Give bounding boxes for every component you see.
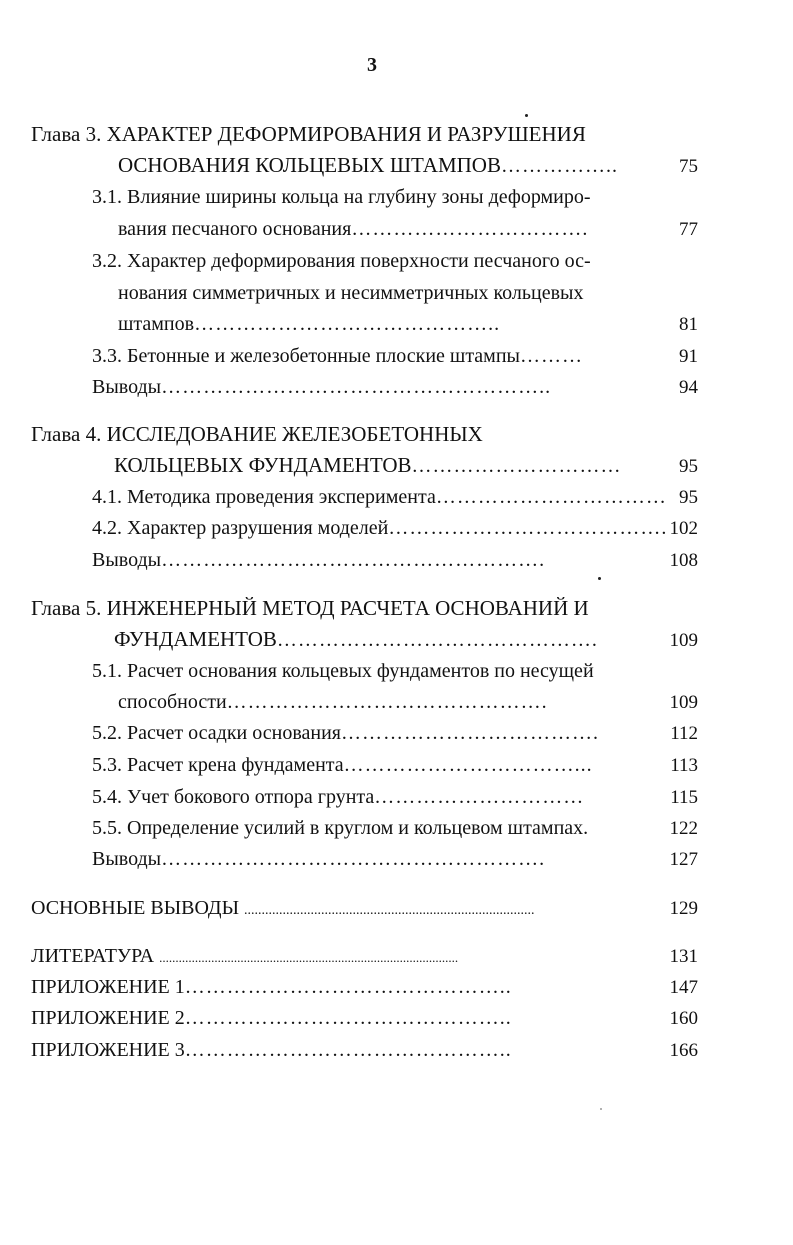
dot-leader: ……………………………………..: [194, 313, 501, 335]
section-title: Выводы: [92, 848, 162, 870]
entry-page: 129: [669, 898, 698, 919]
section-title-cont: способности: [118, 691, 227, 713]
toc-entry: [31, 946, 458, 966]
section-line: [92, 755, 593, 775]
chapter-label: Глава 4.: [31, 422, 102, 446]
section-page: 108: [669, 550, 698, 571]
section-title-cont: вания песчаного основания: [118, 218, 352, 240]
dot-leader: ……………………………………….: [276, 629, 598, 651]
dot-leader: …………………………: [374, 786, 585, 808]
chapter-title-cont: ОСНОВАНИЯ КОЛЬЦЕВЫХ ШТАМПОВ: [118, 153, 501, 177]
section-line: [92, 487, 667, 507]
section-line: [118, 219, 588, 239]
dot-leader: ……………………………………….: [226, 691, 548, 713]
section-page: 102: [669, 518, 698, 539]
section-line: 5.5. Определение усилий в круглом и кольцевом штампах.: [92, 817, 589, 839]
section-page: 122: [669, 818, 698, 839]
chapter-page: 95: [679, 456, 698, 477]
dot-leader: ……………………………: [435, 486, 667, 508]
section-page: 77: [679, 219, 698, 240]
chapter-heading-line1: [31, 424, 483, 445]
scan-speck: [525, 114, 528, 117]
dot-leader: …………………………: [411, 455, 622, 477]
section-page: 127: [669, 849, 698, 870]
chapter-heading-line1: [31, 598, 589, 619]
dot-leader: ……………………………………………….: [161, 549, 546, 571]
entry-title: ПРИЛОЖЕНИЕ 2: [31, 1007, 185, 1029]
dot-leader: ……………………………………………….: [161, 848, 546, 870]
entry-page: 147: [669, 977, 698, 998]
section-page: 115: [670, 787, 698, 808]
chapter-page: 109: [669, 630, 698, 651]
chapter-title-cont: ФУНДАМЕНТОВ: [114, 627, 277, 651]
chapter-heading-line1: [31, 124, 586, 145]
entry-page: 131: [669, 946, 698, 967]
section-title: Выводы: [92, 549, 162, 571]
section-page: 112: [670, 723, 698, 744]
section-line: [118, 314, 500, 334]
dot-leader: ………: [519, 345, 583, 367]
dot-leader: ……………………………...: [343, 754, 593, 776]
dot-leader: ……………..: [500, 155, 618, 177]
section-line: 3.1. Влияние ширины кольца на глубину зоны деформиро-: [92, 186, 591, 208]
dot-leader: ……………………………….: [340, 722, 599, 744]
entry-page: 160: [669, 1008, 698, 1029]
page-number: 3: [367, 54, 377, 76]
section-line: [92, 849, 545, 869]
scan-speck: [598, 577, 601, 580]
dot-leader: ............................................................................................: [159, 950, 459, 965]
toc-entry: [31, 898, 535, 918]
dot-leader: ………………………………………..: [184, 1039, 512, 1061]
section-line: 5.1. Расчет основания кольцевых фундаментов по несущей: [92, 660, 594, 682]
entry-page: 166: [669, 1040, 698, 1061]
chapter-heading-line2: [114, 455, 622, 476]
section-line: [92, 550, 545, 570]
entry-title: ОСНОВНЫЕ ВЫВОДЫ: [31, 897, 240, 919]
entry-title: ЛИТЕРАТУРА: [31, 945, 155, 967]
section-line: [92, 518, 667, 538]
toc-entry: [31, 1040, 512, 1060]
section-line: [92, 723, 599, 743]
scan-speck: [600, 1108, 602, 1110]
section-page: 113: [670, 755, 698, 776]
chapter-title: ИНЖЕНЕРНЫЙ МЕТОД РАСЧЕТА ОСНОВАНИЙ И: [106, 596, 589, 620]
section-page: 94: [679, 377, 698, 398]
section-line: [92, 787, 584, 807]
section-title: 5.4. Учет бокового отпора грунта: [92, 786, 375, 808]
entry-title: ПРИЛОЖЕНИЕ 3: [31, 1039, 185, 1061]
section-title: 3.3. Бетонные и железобетонные плоские штампы: [92, 345, 520, 367]
section-page: 81: [679, 314, 698, 335]
dot-leader: ………………………………….: [388, 517, 668, 539]
section-line: [92, 346, 583, 366]
chapter-heading-line2: [118, 155, 618, 176]
chapter-label: Глава 5.: [31, 596, 102, 620]
chapter-heading-line2: [114, 629, 598, 650]
section-title: 4.2. Характер разрушения моделей: [92, 517, 389, 539]
dot-leader: …………………………….: [351, 218, 589, 240]
dot-leader: ………………………………………………..: [161, 376, 552, 398]
section-title: 5.2. Расчет осадки основания: [92, 722, 341, 744]
dot-leader: ………………………………………..: [184, 1007, 512, 1029]
section-title: 5.3. Расчет крена фундамента: [92, 754, 344, 776]
chapter-title-cont: КОЛЬЦЕВЫХ ФУНДАМЕНТОВ: [114, 453, 412, 477]
chapter-title: ИССЛЕДОВАНИЕ ЖЕЛЕЗОБЕТОННЫХ: [106, 422, 483, 446]
toc-entry: [31, 1008, 512, 1028]
dot-leader: ………………………………………..: [184, 976, 512, 998]
section-line: [118, 692, 548, 712]
section-title: 4.1. Методика проведения эксперимента: [92, 486, 436, 508]
chapter-label: Глава 3.: [31, 122, 102, 146]
section-page: 91: [679, 346, 698, 367]
section-title-cont: штампов: [118, 313, 195, 335]
toc-entry: [31, 977, 512, 997]
section-title: Выводы: [92, 376, 162, 398]
section-page: 95: [679, 487, 698, 508]
section-line: [92, 377, 551, 397]
chapter-title: ХАРАКТЕР ДЕФОРМИРОВАНИЯ И РАЗРУШЕНИЯ: [106, 122, 586, 146]
chapter-page: 75: [679, 156, 698, 177]
dot-leader: ...................................................................................: [244, 903, 535, 918]
section-line: 3.2. Характер деформирования поверхности песчаного ос-: [92, 250, 591, 272]
section-line: нования симметричных и несимметричных кольцевых: [118, 282, 584, 304]
section-page: 109: [669, 692, 698, 713]
entry-title: ПРИЛОЖЕНИЕ 1: [31, 976, 185, 998]
